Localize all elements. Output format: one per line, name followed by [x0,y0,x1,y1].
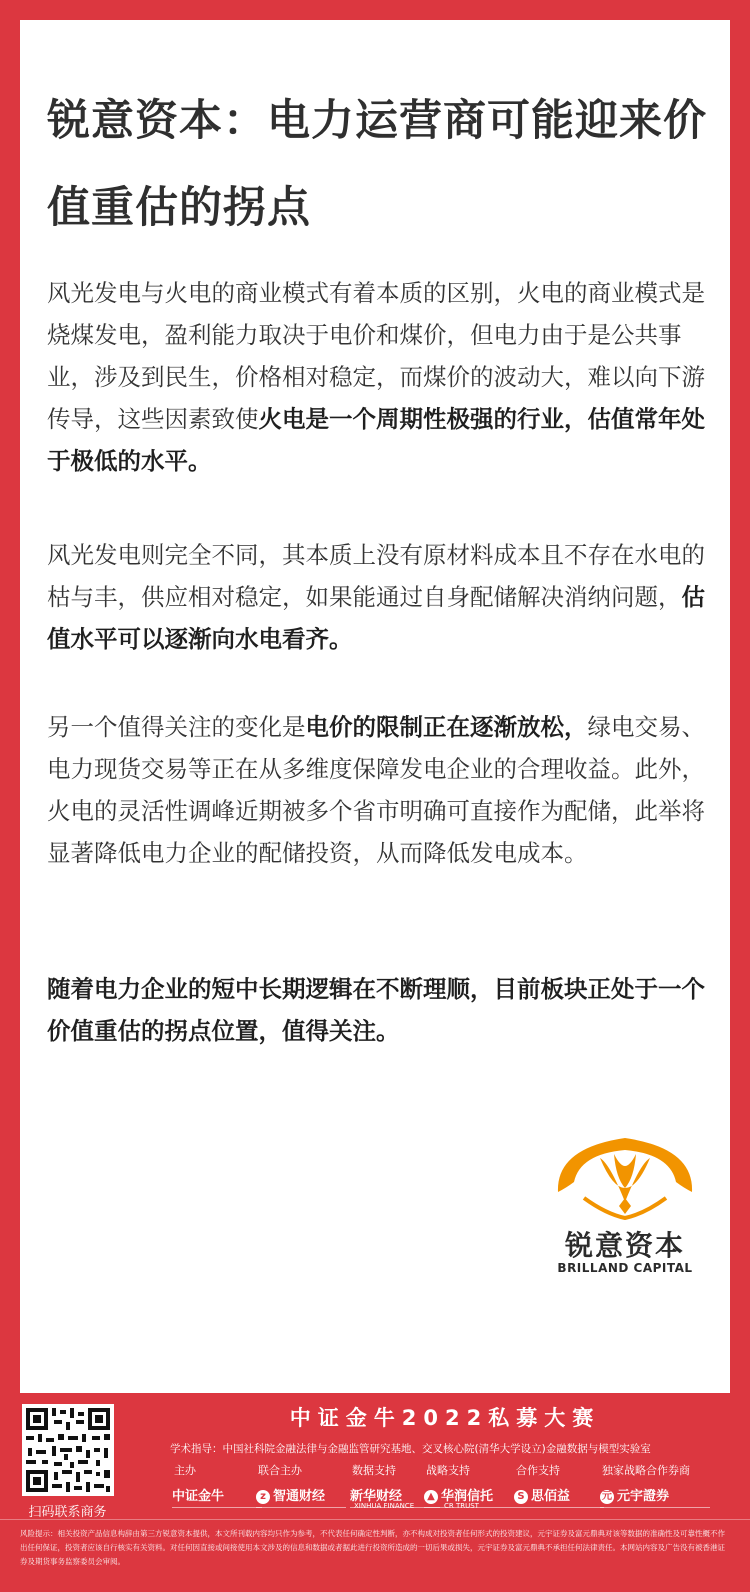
sponsor-name: 新华财经 [350,1489,403,1504]
sponsor-logo [172,1485,262,1508]
paragraph-4-highlight: 随着电力企业的短中长期逻辑在不断理顺，目前板块正处于一个价值重估的拐点位置，值得关注。 [47,975,705,1045]
sponsor-exclusive-broker[interactable] [600,1462,720,1512]
paragraph-1-highlight: 火电是一个周期性极强的行业，估值常年处于极低的水平。 [47,405,705,475]
sponsor-role: 独家战略合作券商 [602,1464,690,1477]
sponsor-subtitle: CR TRUST [444,1502,479,1510]
logo-name-cn: 锐意资本 [564,1229,685,1262]
paragraph-2-text: 风光发电则完全不同，其本质上没有原材料成本且不存在水电的枯与丰，供应相对稳定，如果能通过自身配储解决消纳问题， [47,541,705,611]
paragraph-3-highlight: 电价的限制正在逐渐放松， [305,713,588,741]
yuanyu-icon: 元 [602,1490,612,1502]
footer-divider [0,1519,750,1520]
sbi-icon: S [514,1490,528,1504]
sponsor-role: 联合主办 [258,1464,302,1477]
paragraph-4 [47,968,707,1052]
sponsor-name: 元宇證券 [617,1489,670,1504]
paragraph-3-text-b: 绿电交易、电力现货交易等正在从多维度保障发电企业的合理收益。此外，火电的灵活性调峰近期被多个省市明确可直接作为配储，此举将显著降低电力企业的配储投资，从而降低发电成本。 [47,713,705,867]
sponsor-name: 思佰益 [531,1489,571,1504]
sponsor-subtitle: XINHUA FINANCE [354,1502,415,1510]
qr-label: 扫码联系商务 [28,1505,107,1520]
brilland-logo [550,1130,700,1290]
sponsor-name: 华润信托 [441,1489,494,1504]
zhitong-icon: z [256,1490,270,1504]
sponsor-co-organizer[interactable] [256,1462,346,1512]
sponsor-logo [600,1485,710,1508]
paragraph-2 [47,534,707,660]
paragraph-3-text-a: 另一个值得关注的变化是 [47,713,306,741]
article-card [20,20,730,1393]
sponsor-role: 合作支持 [516,1464,560,1477]
sponsor-role: 数据支持 [352,1464,396,1477]
sponsor-name: 智通财经 [273,1489,326,1504]
paragraph-3 [47,706,707,874]
sponsor-organizer[interactable] [172,1462,262,1512]
sponsor-strategic-support[interactable] [424,1462,514,1512]
banner-title: 中证金牛2022私募大赛 [289,1406,601,1430]
crtrust-icon: ▲ [424,1490,438,1504]
sponsor-logo [514,1485,604,1508]
sponsor-role: 主办 [174,1464,196,1477]
qr-code-icon[interactable] [22,1404,114,1496]
sponsor-cooperation[interactable] [514,1462,604,1512]
sponsor-name: 中证金牛 [172,1489,225,1504]
sponsor-list [172,1462,732,1512]
paragraph-1 [47,272,707,482]
paragraph-1-text: 风光发电与火电的商业模式有着本质的区别，火电的商业模式是烧煤发电，盈利能力取决于电价和煤价，但电力由于是公共事业，涉及到民生，价格相对稳定，而煤价的波动大，难以向下游传导，这些因素致使 [47,279,705,433]
risk-disclaimer: 风险提示：相关投资产品信息构辞由第三方锐意资本提供，本文所刊载内容均只作为参考，不代表任何确定性判断，亦不构成对投资者任何形式的投资建议，元宇证券及富元鼎典对该等数据的准确性及可靠性概不作出任何保证，投资者应该自行核实有关资料。对任何因直接或间接使用本文涉及的信息和数据或者据此进行投资所造成的一切后果或损失，元宇证券及富元鼎典不承担任何法律责任。本网站内容及广告没有被香港证券及期货事务监察委员会审阅。 [20,1529,725,1566]
logo-name-en: BRILLAND CAPITAL [557,1261,693,1275]
academic-guidance: 学术指导：中国社科院金融法律与金融监管研究基地、交叉核心院(清华大学设立)金融数据与模型实验室 [170,1443,651,1455]
sponsor-role: 战略支持 [426,1464,470,1477]
sponsor-logo [256,1485,346,1508]
article-title: 锐意资本：电力运营商可能迎来价值重估的拐点 [47,96,707,233]
brilland-logo-icon [550,1130,700,1222]
paragraph-2-highlight: 估值水平可以逐渐向水电看齐。 [47,583,705,653]
